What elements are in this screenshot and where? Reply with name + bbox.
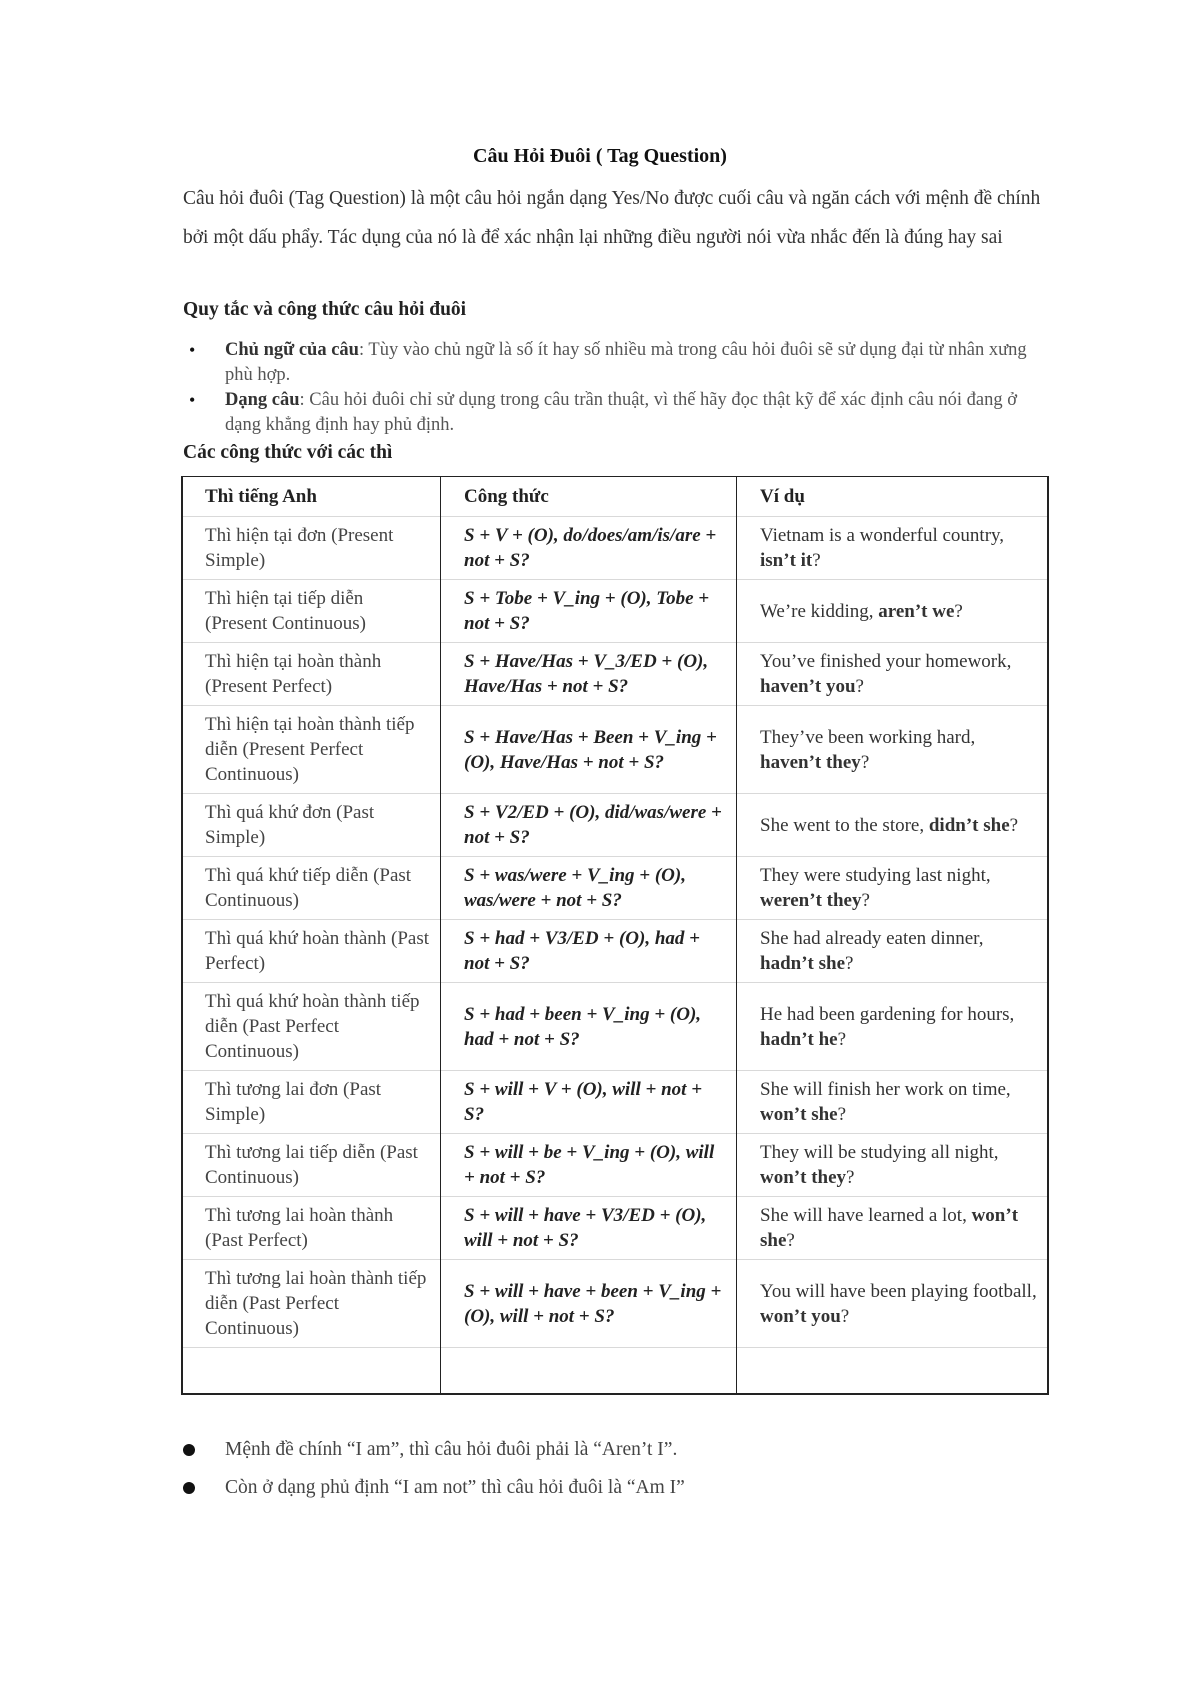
formula-cell: S + V2/ED + (O), did/was/were + not + S? <box>440 794 736 857</box>
list-item <box>183 338 1043 388</box>
rule-text: : Tùy vào chủ ngữ là số ít hay số nhiều mà trong câu hỏi đuôi sẽ sử dụng đại từ nhân xưng phù hợp. <box>225 340 1027 385</box>
example-end: ? <box>861 890 870 911</box>
document-title: Câu Hỏi Đuôi ( Tag Question) <box>473 145 727 167</box>
example-end: ? <box>855 676 864 697</box>
example-tag: weren’t they <box>760 890 862 911</box>
column-header-formula: Công thức <box>440 476 736 517</box>
column-header-tense: Thì tiếng Anh <box>181 476 440 517</box>
example-tag: haven’t you <box>760 676 856 697</box>
example-sentence: We’re kidding, <box>760 600 879 622</box>
example-cell <box>736 857 1047 920</box>
table-row <box>181 1260 1047 1348</box>
table-row <box>181 857 1047 920</box>
example-sentence: They will be studying all night, <box>760 1142 1004 1163</box>
example-sentence: She will finish her work on time, <box>760 1079 1016 1100</box>
note-text: Mệnh đề chính “I am”, thì câu hỏi đuôi phải là “Aren’t I”. <box>225 1439 678 1460</box>
example-tag: hadn’t she <box>760 953 845 974</box>
tense-cell: Thì hiện tại hoàn thành tiếp diễn (Present Perfect Continuous) <box>181 706 440 794</box>
example-end: ? <box>860 751 870 773</box>
example-sentence: She will have learned a lot, <box>760 1205 972 1226</box>
example-tag: isn’t it <box>760 550 813 571</box>
table-row <box>181 1197 1047 1260</box>
example-sentence: Vietnam is a wonderful country, <box>760 525 1009 546</box>
tense-cell: Thì quá khứ hoàn thành tiếp diễn (Past Perfect Continuous) <box>181 983 440 1071</box>
table-row <box>181 517 1047 580</box>
table-row <box>181 706 1047 794</box>
formula-cell: S + Have/Has + V_3/ED + (O), Have/Has + not + S? <box>440 643 736 706</box>
rules-list <box>183 338 1043 438</box>
example-cell <box>736 983 1047 1071</box>
formula-cell: S + will + be + V_ing + (O), will + not + S? <box>440 1134 736 1197</box>
tense-cell: Thì quá khứ tiếp diễn (Past Continuous) <box>181 857 440 920</box>
table-row <box>181 794 1047 857</box>
example-cell <box>736 643 1047 706</box>
notes-list <box>183 1431 1043 1507</box>
example-cell <box>736 517 1047 580</box>
list-item <box>183 1469 1043 1507</box>
example-end: ? <box>837 1028 847 1050</box>
table-row <box>181 643 1047 706</box>
table-row <box>181 1134 1047 1197</box>
formula-cell: S + had + been + V_ing + (O), had + not + S? <box>440 983 736 1071</box>
example-cell <box>736 1197 1047 1260</box>
table-header-row <box>181 476 1047 517</box>
example-end: ? <box>840 1305 850 1327</box>
example-end: ? <box>837 1104 847 1125</box>
example-end: ? <box>846 1167 855 1188</box>
example-end: ? <box>954 600 963 622</box>
tense-cell: Thì tương lai đơn (Past Simple) <box>181 1071 440 1134</box>
rule-term: Dạng câu <box>225 390 300 410</box>
example-cell <box>736 706 1047 794</box>
formula-cell: S + V + (O), do/does/am/is/are + not + S? <box>440 517 736 580</box>
table-row <box>181 1071 1047 1134</box>
formulas-heading: Các công thức với các thì <box>183 442 393 463</box>
example-sentence: You will have been playing football, <box>760 1280 1042 1302</box>
tense-table <box>181 476 1047 1348</box>
example-end: ? <box>845 953 854 974</box>
example-sentence: He had been gardening for hours, <box>760 1003 1020 1025</box>
formula-cell: S + will + have + been + V_ing + (O), will + not + S? <box>440 1260 736 1348</box>
table-row <box>181 983 1047 1071</box>
rule-term: Chủ ngữ của câu <box>225 340 359 360</box>
example-sentence: She had already eaten dinner, <box>760 928 989 949</box>
formula-cell: S + Tobe + V_ing + (O), Tobe + not + S? <box>440 580 736 643</box>
tense-cell: Thì tương lai hoàn thành tiếp diễn (Past Perfect Continuous) <box>181 1260 440 1348</box>
example-tag: won’t she <box>760 1205 1019 1251</box>
example-sentence: They were studying last night, <box>760 865 996 886</box>
example-tag: hadn’t he <box>760 1028 838 1050</box>
example-cell <box>736 1071 1047 1134</box>
tense-cell: Thì tương lai tiếp diễn (Past Continuous) <box>181 1134 440 1197</box>
example-sentence: You’ve finished your homework, <box>760 651 1017 672</box>
tense-cell: Thì quá khứ hoàn thành (Past Perfect) <box>181 920 440 983</box>
example-end: ? <box>786 1230 795 1251</box>
example-end: ? <box>812 550 821 571</box>
note-text: Còn ở dạng phủ định “I am not” thì câu hỏi đuôi là “Am I” <box>225 1477 685 1498</box>
example-tag: won’t you <box>760 1305 841 1327</box>
example-tag: won’t they <box>760 1167 847 1188</box>
table-body <box>181 517 1047 1348</box>
example-tag: aren’t we <box>878 600 955 622</box>
bullet-icon: • <box>189 390 196 410</box>
tense-cell: Thì hiện tại hoàn thành (Present Perfect) <box>181 643 440 706</box>
example-tag: haven’t they <box>760 751 861 773</box>
rules-heading: Quy tắc và công thức câu hỏi đuôi <box>183 299 467 320</box>
tense-cell: Thì hiện tại tiếp diễn (Present Continuous) <box>181 580 440 643</box>
example-sentence: They’ve been working hard, <box>760 726 981 748</box>
bullet-icon <box>183 1444 195 1456</box>
list-item <box>183 1431 1043 1469</box>
example-tag: didn’t she <box>928 814 1010 836</box>
intro-paragraph: Câu hỏi đuôi (Tag Question) là một câu hỏi ngắn dạng Yes/No được cuối câu và ngăn cách với mệnh đề chính bởi một dấu phẩy. Tác dụng của nó là để xác nhận lại những điều người nói vừa nhắc đến là đúng hay sai <box>183 188 1041 248</box>
formula-cell: S + will + V + (O), will + not + S? <box>440 1071 736 1134</box>
tense-cell: Thì hiện tại đơn (Present Simple) <box>181 517 440 580</box>
example-cell <box>736 1134 1047 1197</box>
bullet-icon <box>183 1482 195 1494</box>
example-cell <box>736 920 1047 983</box>
example-cell <box>736 794 1047 857</box>
example-sentence: She went to the store, <box>760 814 929 836</box>
table-row <box>181 920 1047 983</box>
rule-text: : Câu hỏi đuôi chỉ sử dụng trong câu trần thuật, vì thế hãy đọc thật kỹ để xác định câu nói đang ở dạng khẳng định hay phủ định. <box>225 390 1018 435</box>
column-header-example: Ví dụ <box>736 476 1047 517</box>
formula-cell: S + Have/Has + Been + V_ing + (O), Have/Has + not + S? <box>440 706 736 794</box>
list-item <box>183 388 1043 438</box>
bullet-icon: • <box>189 340 196 360</box>
table-row <box>181 580 1047 643</box>
formula-cell: S + had + V3/ED + (O), had + not + S? <box>440 920 736 983</box>
formula-cell: S + was/were + V_ing + (O), was/were + not + S? <box>440 857 736 920</box>
tense-cell: Thì quá khứ đơn (Past Simple) <box>181 794 440 857</box>
formula-cell: S + will + have + V3/ED + (O), will + not + S? <box>440 1197 736 1260</box>
tense-cell: Thì tương lai hoàn thành (Past Perfect) <box>181 1197 440 1260</box>
example-cell <box>736 1260 1047 1348</box>
example-tag: won’t she <box>760 1104 838 1125</box>
example-cell <box>736 580 1047 643</box>
example-end: ? <box>1009 814 1019 836</box>
